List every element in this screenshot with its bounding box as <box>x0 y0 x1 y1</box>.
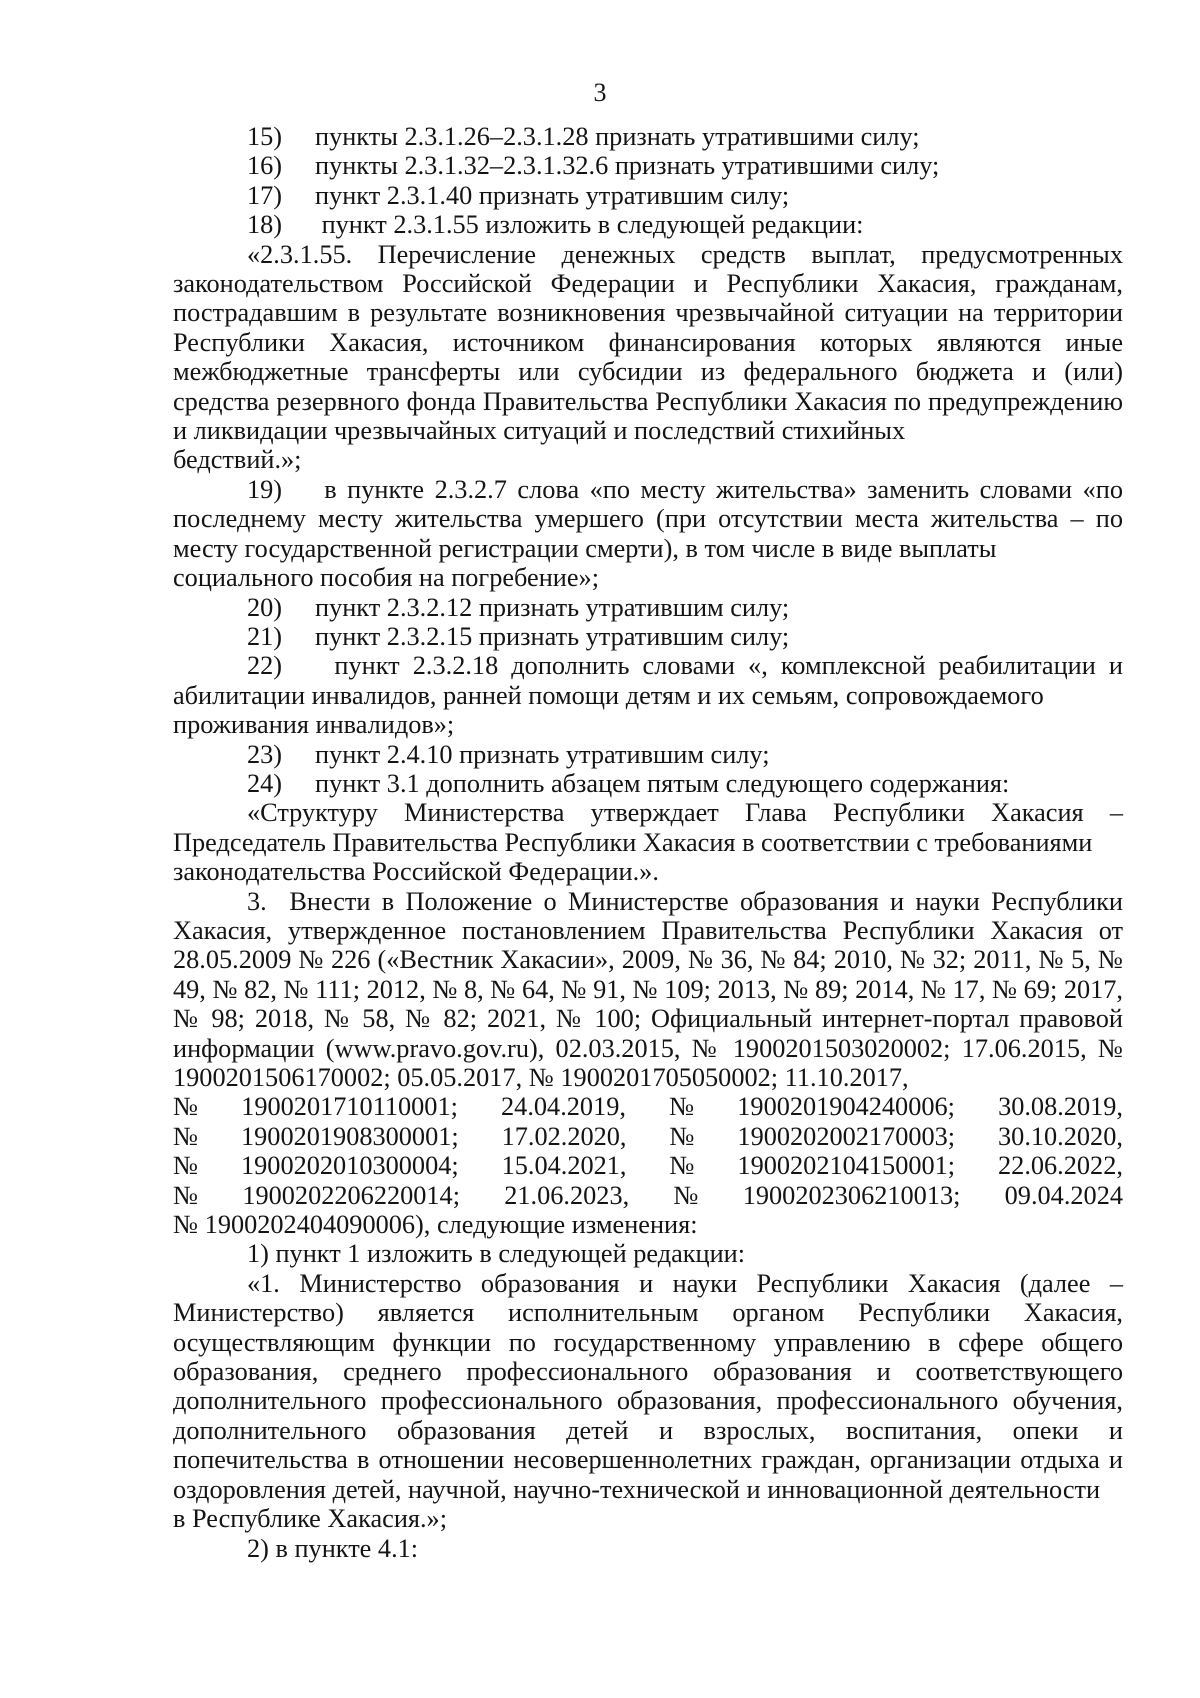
item-number: 24) <box>247 768 283 798</box>
item-number: 21) <box>247 621 283 651</box>
cell: 1900201904240006; <box>737 1092 955 1122</box>
list-item <box>173 181 1123 210</box>
cell: 1900201710110001; <box>241 1092 458 1122</box>
item-text: пункты 2.3.1.32–2.3.1.32.6 признать утратившими силу; <box>315 151 940 181</box>
item-19: 19) в пункте 2.3.2.7 слова «по месту жительства» заменить словами «по последнему месту жительства умершего (при отсутствии места жительства – по месту государственной регистрации смерти), в том числе в виде выплаты <box>173 474 1123 563</box>
list-item <box>173 151 1123 180</box>
cell: № <box>669 1092 695 1122</box>
item-number: 16) <box>247 151 283 181</box>
cell: 1900202206220014; <box>242 1180 461 1210</box>
quote-point-1: «1. Министерство образования и науки Республики Хакасия (далее – Министерство) является исполнительным органом Республики Хакасия, осуществляющим функции по государственному управлению в сфере общего образования, среднего профессионального образования и соответствующего дополнительного профессионального образования, профессионального обучения, дополнительного образования детей и взрослых, воспитания, опеки и попечительства в отношении несовершеннолетних граждан, организации отдыха и оздоровления детей, научной, научно-технической и инновационной деятельности <box>173 1268 1123 1504</box>
cell: 1900202104150001; <box>737 1151 956 1181</box>
item-number: 20) <box>247 592 283 622</box>
quote-2-3-1-55: «2.3.1.55. Перечисление денежных средств выплат, предусмотренных законодательством Российской Федерации и Республики Хакасия, гражданам, пострадавшим в результате возникновения чрезвычайной ситуации на территории Республики Хакасия, источником финансирования которых являются иные межбюджетные трансферты или субсидии из федерального бюджета и (или) средства резервного фонда Правительства Республики Хакасия по предупреждению и ликвидации чрезвычайных ситуаций и последствий стихийных <box>173 239 1123 446</box>
cell: 30.10.2020, <box>998 1121 1123 1151</box>
cell: № <box>173 1180 199 1210</box>
item-text: пункт 2.3.2.15 признать утратившим силу; <box>315 621 790 651</box>
item-text: пункт 2.3.2.12 признать утратившим силу; <box>315 592 790 622</box>
cell: 1900202002170003; <box>737 1121 956 1151</box>
cell: 22.06.2022, <box>998 1151 1123 1181</box>
list-item <box>173 740 1123 769</box>
cell: 15.04.2021, <box>501 1151 627 1181</box>
item-text: пункт 3.1 дополнить абзацем пятым следующего содержания: <box>315 768 1010 798</box>
item-text: пункт 2.3.1.55 изложить в следующей редакции: <box>315 210 864 240</box>
list-item <box>173 210 1123 239</box>
cell: 21.06.2023, <box>504 1180 630 1210</box>
registration-row <box>173 1151 1123 1180</box>
cell: № <box>673 1180 699 1210</box>
item-number: 15) <box>247 122 283 151</box>
quote-structure-end: законодательства Российской Федерации.». <box>173 857 659 887</box>
list-item <box>173 593 1123 622</box>
cell: № <box>173 1151 199 1181</box>
cell: 1900202010300004; <box>241 1151 459 1181</box>
list-item <box>173 122 1123 151</box>
quote-structure: «Структуру Министерства утверждает Глава Республики Хакасия – Председатель Правительства Республики Хакасия в соответствии с требованиями <box>173 798 1123 857</box>
cell: № <box>669 1151 695 1181</box>
item-number: 23) <box>247 739 283 769</box>
item-text: пункт 2.4.10 признать утратившим силу; <box>315 739 770 769</box>
quote-2-3-1-55-end: бедствий.»; <box>173 445 302 475</box>
cell: 30.08.2019, <box>998 1092 1123 1122</box>
sub-item-1: 1) пункт 1 изложить в следующей редакции: <box>247 1239 746 1269</box>
item-22: 22) пункт 2.3.2.18 дополнить словами «, комплексной реабилитации и абилитации инвалидов, ранней помощи детям и их семьям, сопровождаемого <box>173 651 1123 710</box>
list-item <box>173 622 1123 651</box>
cell: № <box>669 1121 695 1151</box>
registration-row <box>173 1181 1123 1210</box>
registration-row <box>173 1122 1123 1151</box>
cell: 1900202306210013; <box>742 1180 961 1210</box>
document-body <box>173 122 1123 1563</box>
quote-point-1-end: в Республике Хакасия.»; <box>173 1504 448 1534</box>
section-3: 3. Внести в Положение о Министерстве образования и науки Республики Хакасия, утвержденное постановлением Правительства Республики Хакасия от 28.05.2009 № 226 («Вестник Хакасии», 2009, № 36, № 84; 2010, № 32; 2011, № 5, № 49, № 82, № 111; 2012, № 8, № 64, № 91, № 109; 2013, № 89; 2014, № 17, № 69; 2017, № 98; 2018, № 58, № 82; 2021, № 100; Официальный интернет-портал правовой информации (www.pravo.gov.ru), 02.03.2015, № 1900201503020002; 17.06.2015, № 1900201506170002; 05.05.2017, № 1900201705050002; 11.10.2017, <box>173 886 1123 1092</box>
cell: 09.04.2024 <box>1004 1180 1123 1210</box>
item-text: пункты 2.3.1.26–2.3.1.28 признать утратившими силу; <box>315 122 920 151</box>
registration-row <box>173 1092 1123 1121</box>
item-number: 17) <box>247 180 283 210</box>
item-22-end: проживания инвалидов»; <box>173 710 455 740</box>
cell: 1900201908300001; <box>241 1121 459 1151</box>
cell: № <box>173 1121 199 1151</box>
sub-item-2: 2) в пункте 4.1: <box>247 1533 419 1563</box>
cell: 24.04.2019, <box>501 1092 626 1122</box>
list-item <box>173 769 1123 798</box>
item-text: пункт 2.3.1.40 признать утратившим силу; <box>315 180 790 210</box>
cell: № <box>173 1092 199 1122</box>
section-3-end: № 1900202404090006), следующие изменения: <box>173 1210 698 1240</box>
cell: 17.02.2020, <box>501 1121 627 1151</box>
item-19-end: социального пособия на погребение»; <box>173 563 600 593</box>
item-number: 18) <box>247 210 283 240</box>
page-number: 3 <box>593 78 607 107</box>
